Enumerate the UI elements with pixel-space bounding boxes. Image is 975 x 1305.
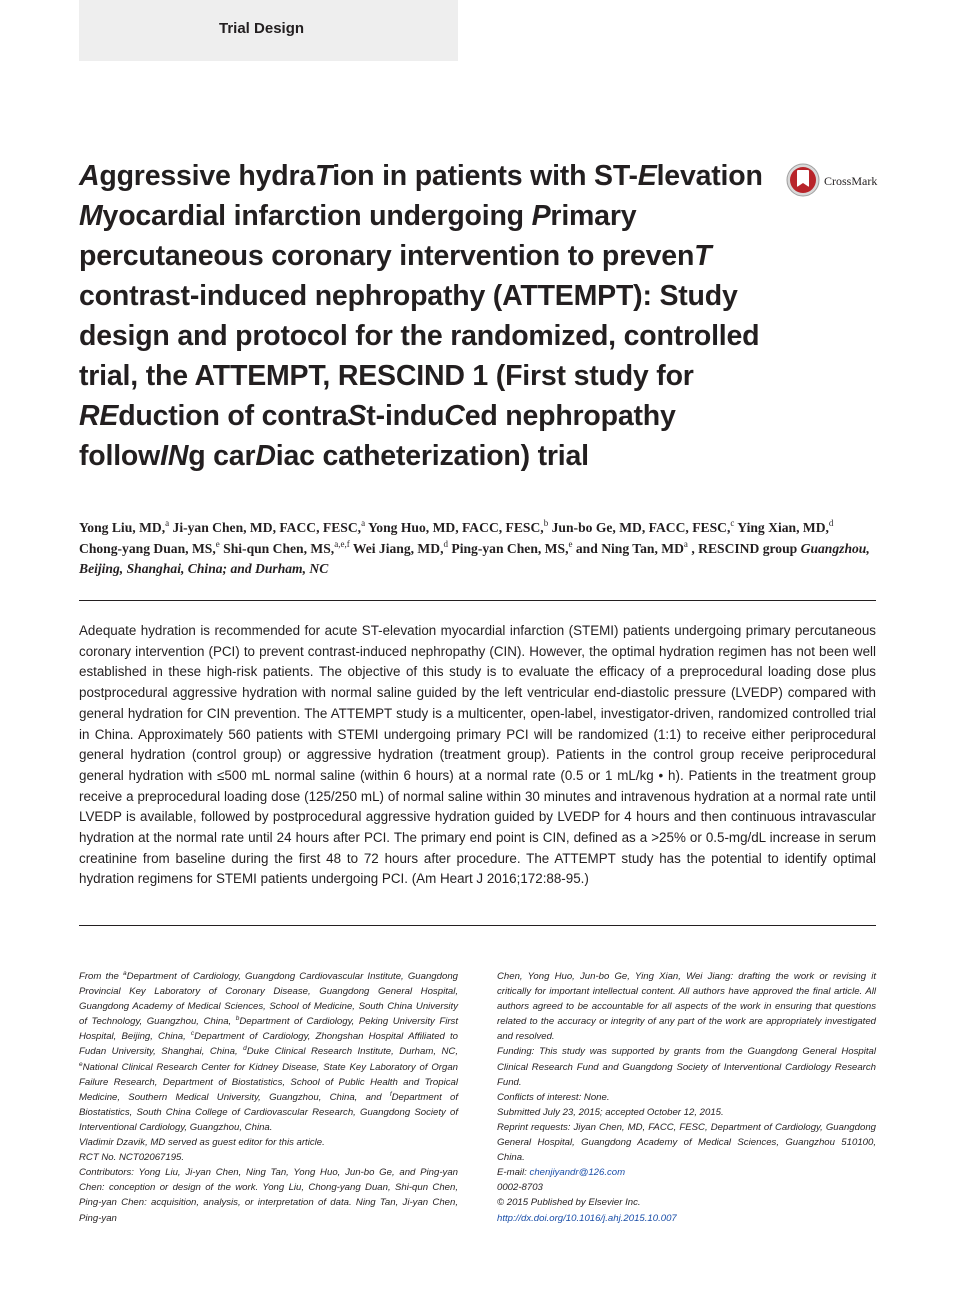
author-name: Ji-yan Chen, MD, FACC, FESC, xyxy=(172,520,362,535)
title-fragment: T xyxy=(694,240,712,272)
reprint-requests: Reprint requests: Jiyan Chen, MD, FACC, FESC, Department of Cardiology, Guangdong General Hospital, Guangdong Academy of Medical Sciences, Guangzhou 510100, China. xyxy=(497,1121,876,1164)
affiliation-mark: b xyxy=(235,1015,240,1023)
section-label: Trial Design xyxy=(219,20,305,37)
author-name: Ping-yan Chen, MS, xyxy=(451,540,569,556)
submission-dates: Submitted July 23, 2015; accepted October 12, 2015. xyxy=(497,1106,724,1118)
affiliation-mark: c xyxy=(190,1030,195,1038)
author-affiliation-mark: e xyxy=(215,538,220,549)
doi-link[interactable]: http://dx.doi.org/10.1016/j.ahj.2015.10.007 xyxy=(497,1212,677,1224)
affiliations xyxy=(79,969,458,1135)
title-fragment: S xyxy=(347,400,367,432)
title-fragment: P xyxy=(531,200,551,232)
title-fragment: A xyxy=(79,160,100,192)
email-line xyxy=(497,1165,876,1180)
affiliation-mark: a xyxy=(123,970,127,977)
funding: Funding: This study was supported by grants from the Guangdong General Hospital Clinical Research Fund and Guangdong Society of Interventional Cardiology Research Fund. xyxy=(497,1046,876,1088)
title-fragment: ed nephropathy follow xyxy=(79,400,676,472)
title-fragment: ion in patients with xyxy=(332,160,595,192)
author-affiliation-mark: a xyxy=(361,518,366,528)
contributors: Contributors: Yong Liu, Ji-yan Chen, Ning Tan, Yong Huo, Jun-bo Ge, and Ping-yan Chen: conception or design of the work. Yong Liu, Chong-yang Duan, Shi-qun Chen, Ping-yan Chen: acquisition, analysis, or interpretation of data. Ning Tan, Ji-yan Chen, Ping-yan xyxy=(79,1167,458,1224)
title-fragment: levation xyxy=(656,160,763,192)
author-name: , RESCIND group xyxy=(691,540,798,556)
title-fragment: C xyxy=(444,400,465,432)
rct-number: RCT No. NCT02067195. xyxy=(79,1152,185,1164)
title-fragment: contrast-induced nephropathy (ATTEMPT): Study design and protocol for the randomized, controlled trial, the ATTEMPT, RESCIND 1 (First study for xyxy=(79,280,760,392)
affiliation-text: Department of Cardiology, Guangdong Cardiovascular Institute, Guangdong Provincial Key Laboratory of Coronary Disease, Guangdong General Hospital, Guangdong Academy of Medical Sciences, School of Medicine, South China University of Technology, Guangzhou, China, xyxy=(79,971,458,1028)
author-affiliation-mark: e xyxy=(568,538,573,549)
title-fragment: M xyxy=(79,200,103,232)
affiliation-mark: e xyxy=(79,1060,83,1068)
section-tab xyxy=(79,0,458,61)
author-locations: Guangzhou, Beijing, Shanghai, China; and Durham, NC xyxy=(79,540,870,576)
affiliation-mark: d xyxy=(243,1045,247,1053)
author-affiliation-mark: a,e,f xyxy=(334,538,350,549)
affiliation-text: Department of Cardiology, Peking University First Hospital, Beijing, China, xyxy=(79,1016,458,1043)
title-fragment: yocardial infarction undergoing xyxy=(102,200,532,232)
title-fragment: iac catheterization) trial xyxy=(275,440,589,472)
title-fragment: ST xyxy=(594,160,629,192)
copyright: © 2015 Published by Elsevier Inc. xyxy=(497,1197,641,1209)
crossmark-label: CrossMark xyxy=(824,174,878,188)
crossmark-icon xyxy=(786,163,820,197)
affiliation-text: Duke Clinical Research Institute, Durham, NC, xyxy=(246,1046,459,1058)
author-name: and Ning Tan, MD xyxy=(575,540,684,556)
author-name: Yong Liu, MD, xyxy=(79,520,166,535)
footnotes-right xyxy=(497,969,876,1226)
contributors-continued: Chen, Yong Huo, Jun-bo Ge, Ying Xian, Wei Jiang: drafting the work or revising it critically for important intellectual content. All authors have approved the final article. All authors agreed to be accountable for all aspects of the work in ensuring that questions related to the accuracy or integrity of any part of the work are appropriately investigated and resolved. xyxy=(497,971,876,1043)
email-link[interactable]: chenjiyandr@126.com xyxy=(529,1167,626,1179)
affiliation-prefix: From the xyxy=(79,971,124,982)
author-name: Jun-bo Ge, MD, FACC, FESC, xyxy=(551,520,731,535)
author-list xyxy=(79,518,879,580)
affiliation-text: Department of Cardiology, Zhongshan Hospital Affiliated to Fudan University, Shanghai, China, xyxy=(79,1031,458,1058)
abstract: Adequate hydration is recommended for acute ST-elevation myocardial infarction (STEMI) patients undergoing primary percutaneous coronary intervention (PCI) to prevent contrast-induced nephropathy (CIN). However, the optimal hydration regimen has not been well established in these high-risk patients. The objective of this study is to evaluate the efficacy of a preprocedural loading dose plus postprocedural aggressive hydration with normal saline guided by the left ventricular end-diastolic pressure (LVEDP) compared with general hydration for CIN prevention. The ATTEMPT study is a multicenter, open-label, investigator-driven, randomized controlled trial in China. Approximately 560 patients with STEMI undergoing primary PCI will be randomized (1:1) to receive either periprocedural general hydration (control group) or aggressive hydration (treatment group). Patients in the control group receive periprocedural general hydration with ≤500 mL normal saline (within 6 hours) at a normal rate (0.5 or 1 mL/kg • h). Patients in the treatment group receive a preprocedural loading dose (125/250 mL) of normal saline within 30 minutes and intravenous hydration at a normal rate until LVEDP is available, followed by postprocedural aggressive hydration guided by LVEDP for 4 hours and then continuous intravascular hydration at the normal rate until 24 hours after PCI. The primary end point is CIN, defined as a >25% or 0.5-mg/dL increase in serum creatinine from baseline during the first 48 to 72 hours after procedure. The ATTEMPT study has the potential to identify optimal hydration regimens for STEMI patients undergoing PCI. (Am Heart J 2016;172:88-95.) xyxy=(79,623,876,887)
title-fragment: RE xyxy=(79,400,119,432)
author-affiliation-mark: c xyxy=(730,518,735,528)
guest-editor-note: Vladimir Dzavik, MD served as guest editor for this article. xyxy=(79,1137,325,1149)
author-affiliation-mark: d xyxy=(443,538,448,549)
title-fragment: - xyxy=(628,160,638,192)
title-fragment: ggressive hydra xyxy=(99,160,315,192)
title-fragment: rimary percutaneous coronary intervention to preven xyxy=(79,200,695,272)
divider-top xyxy=(79,600,876,601)
divider-bottom xyxy=(79,925,876,926)
title-fragment: T xyxy=(315,160,333,192)
issn: 0002-8703 xyxy=(497,1182,543,1194)
article-title xyxy=(79,156,779,476)
affiliation-text: National Clinical Research Center for Kidney Disease, State Key Laboratory of Organ Failure Research, Department of Biostatistics, School of Public Health and Tropical Medicine, Southern Medical University, Guangzhou, China, and xyxy=(79,1061,458,1103)
affiliation-mark: f xyxy=(389,1090,392,1098)
title-fragment: duction of contra xyxy=(118,400,348,432)
author-name: Chong-yang Duan, MS, xyxy=(79,540,216,556)
author-name: Yong Huo, MD, FACC, FESC, xyxy=(367,520,544,535)
affiliation-text: Department of Biostatistics, South China College of Cardiovascular Research, Guangdong Society of Interventional Cardiology, Guangzhou, China. xyxy=(79,1091,458,1133)
title-fragment: E xyxy=(637,160,657,192)
author-name: Shi-qun Chen, MS, xyxy=(223,540,335,556)
author-affiliation-mark: b xyxy=(543,518,549,528)
conflicts-of-interest: Conflicts of interest: None. xyxy=(497,1091,610,1103)
author-name: Wei Jiang, MD, xyxy=(352,540,444,556)
author-affiliation-mark: d xyxy=(828,518,834,528)
email-label: E-mail: xyxy=(497,1167,530,1179)
title-fragment: t-indu xyxy=(366,400,445,432)
author-affiliation-mark: a xyxy=(683,538,688,549)
title-fragment: D xyxy=(255,440,276,472)
title-fragment: g car xyxy=(188,440,256,472)
crossmark-button[interactable] xyxy=(786,163,881,199)
title-fragment: IN xyxy=(160,440,189,472)
author-affiliation-mark: a xyxy=(165,518,170,528)
author-name: Ying Xian, MD, xyxy=(737,520,829,535)
footnotes-left xyxy=(79,969,458,1226)
